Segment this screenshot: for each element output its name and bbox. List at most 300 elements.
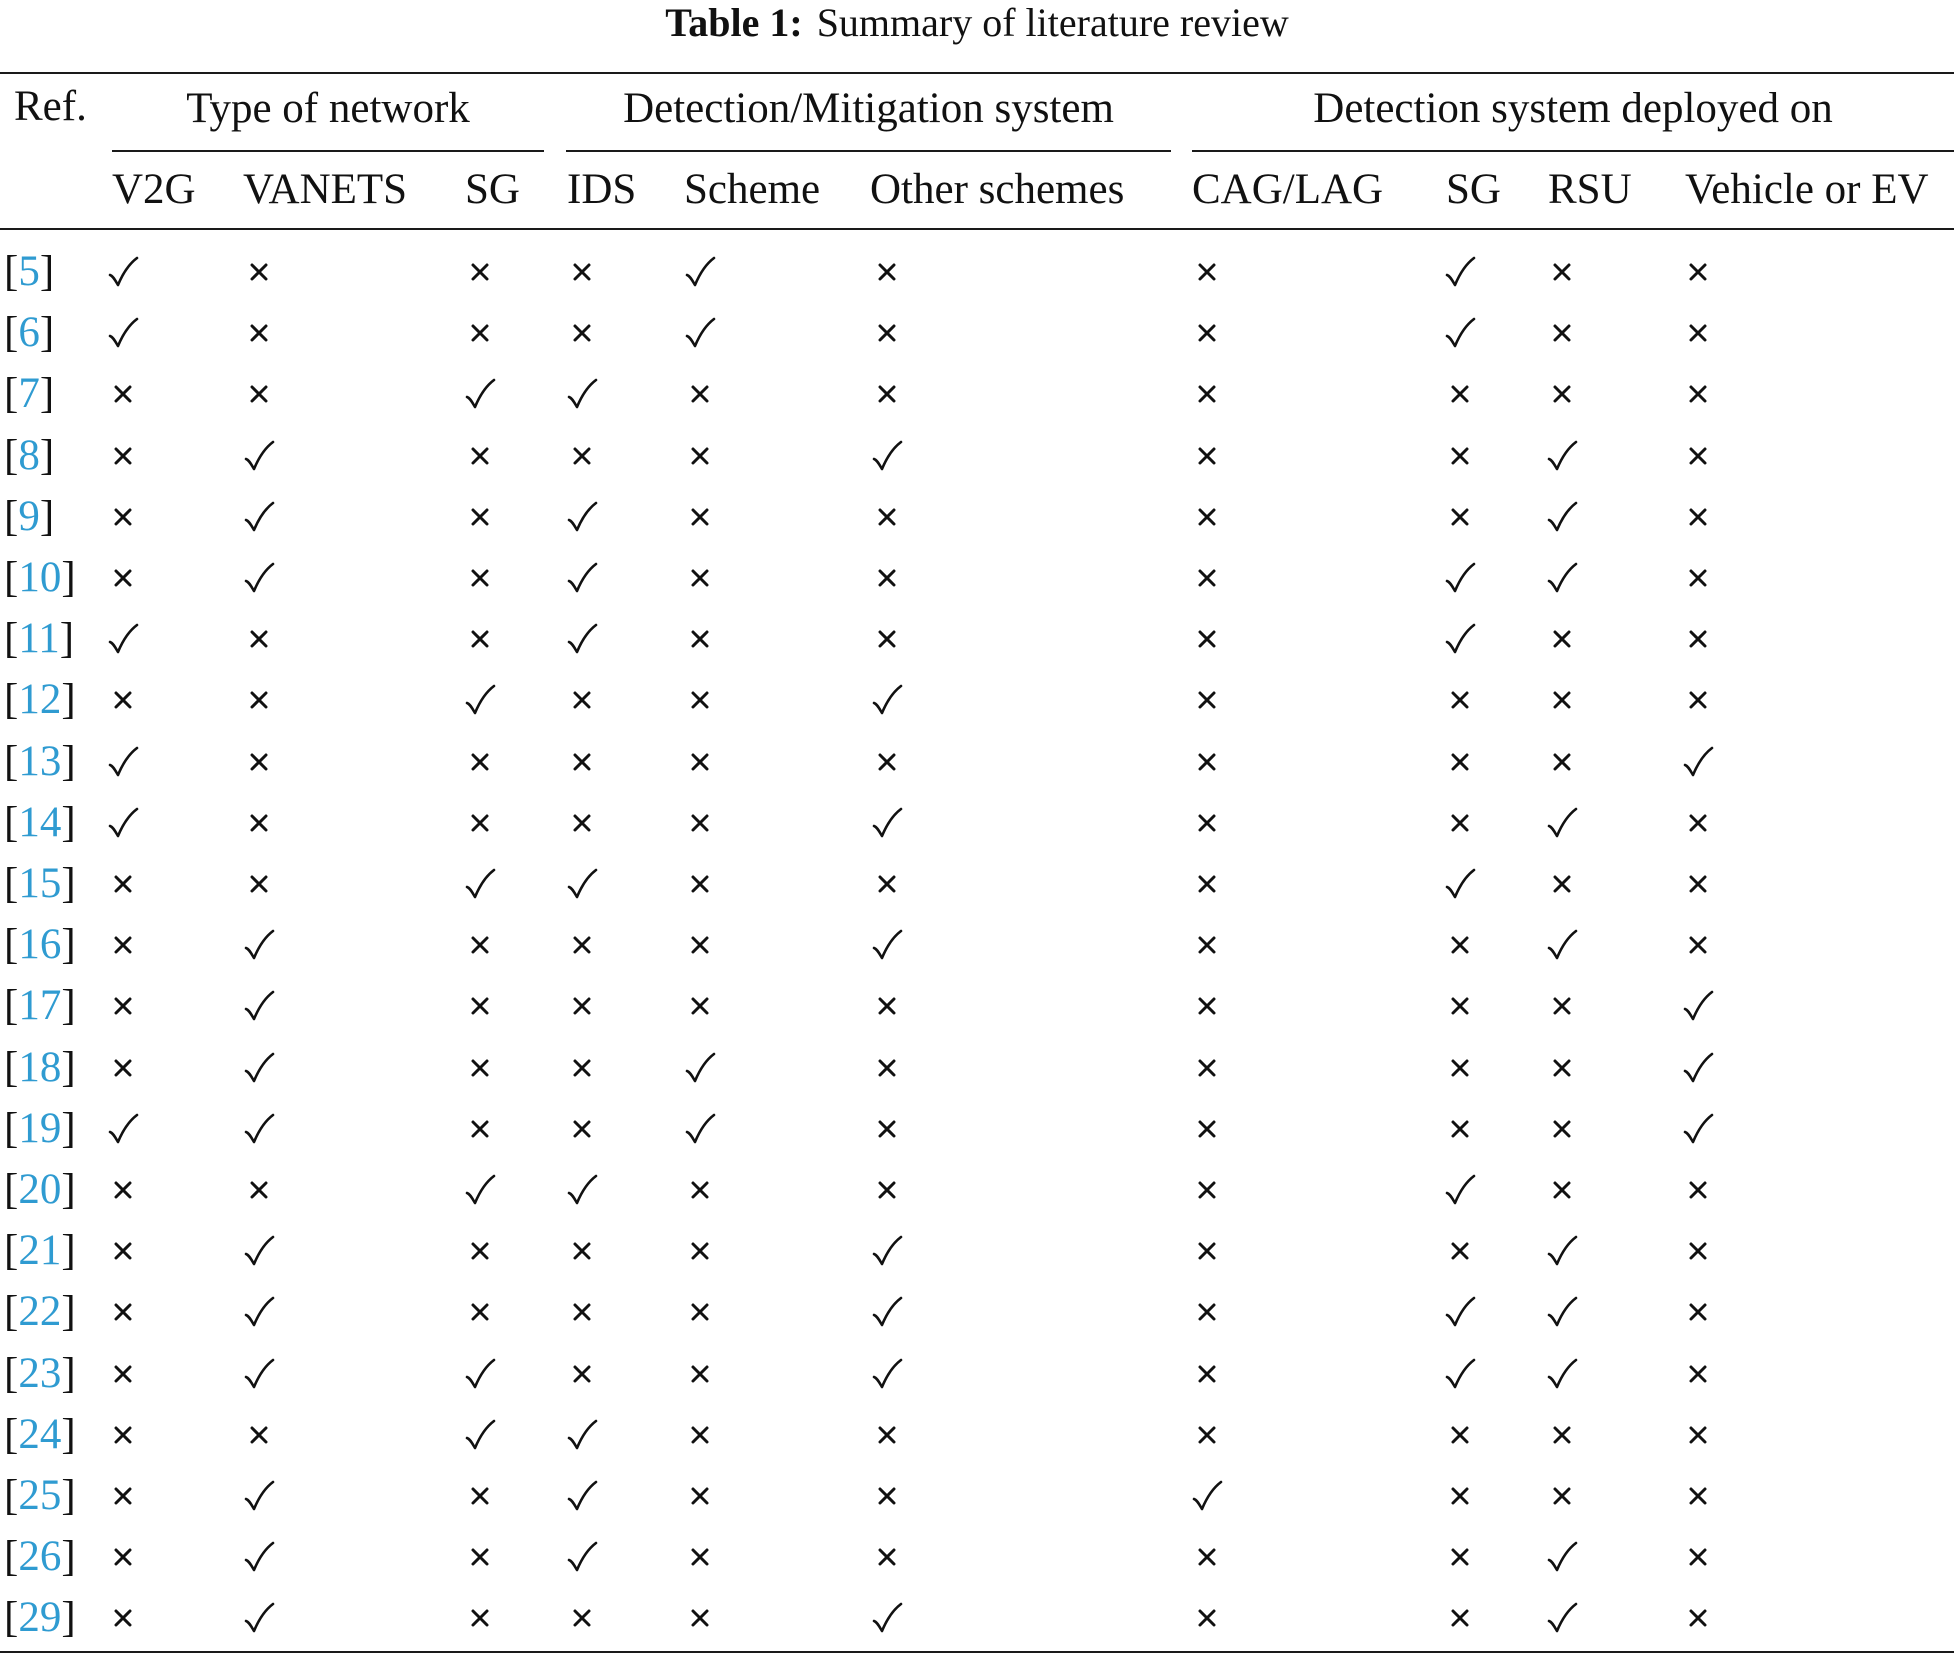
ref-cell: [19] <box>4 1104 76 1152</box>
check-mark-icon <box>242 1051 276 1085</box>
cross-mark-icon <box>683 867 717 901</box>
cross-mark-icon <box>870 1479 904 1513</box>
check-mark-icon <box>870 806 904 840</box>
check-mark-icon <box>1545 1234 1579 1268</box>
cross-mark-icon <box>1681 928 1715 962</box>
cross-mark-icon <box>1190 806 1224 840</box>
cross-mark-icon <box>1190 1173 1224 1207</box>
check-mark-icon <box>1443 255 1477 289</box>
ref-link[interactable]: 19 <box>18 1104 62 1152</box>
cross-mark-icon <box>242 255 276 289</box>
cross-mark-icon <box>1190 1295 1224 1329</box>
table-row <box>0 792 1954 853</box>
cross-mark-icon <box>463 1540 497 1574</box>
cross-mark-icon <box>870 377 904 411</box>
check-mark-icon <box>565 1418 599 1452</box>
table-bottom-rule <box>0 1651 1954 1653</box>
table-row <box>0 608 1954 669</box>
cross-mark-icon <box>870 745 904 779</box>
check-mark-icon <box>565 561 599 595</box>
cross-mark-icon <box>1443 1051 1477 1085</box>
ref-link[interactable]: 6 <box>18 309 40 357</box>
check-mark-icon <box>565 1540 599 1574</box>
check-mark-icon <box>870 1295 904 1329</box>
cross-mark-icon <box>1681 867 1715 901</box>
check-mark-icon <box>1443 1173 1477 1207</box>
cross-mark-icon <box>1443 989 1477 1023</box>
cross-mark-icon <box>1681 439 1715 473</box>
cross-mark-icon <box>1190 1418 1224 1452</box>
check-mark-icon <box>242 1295 276 1329</box>
ref-link[interactable]: 13 <box>18 737 62 785</box>
cross-mark-icon <box>683 1540 717 1574</box>
cross-mark-icon <box>1190 500 1224 534</box>
cross-mark-icon <box>1443 745 1477 779</box>
cross-mark-icon <box>683 928 717 962</box>
check-mark-icon <box>1681 1051 1715 1085</box>
cross-mark-icon <box>1190 377 1224 411</box>
cross-mark-icon <box>1681 255 1715 289</box>
ref-link[interactable]: 24 <box>18 1410 62 1458</box>
table-caption <box>0 0 1954 48</box>
cross-mark-icon <box>242 622 276 656</box>
cross-mark-icon <box>106 928 140 962</box>
cross-mark-icon <box>1190 867 1224 901</box>
ref-cell: [20] <box>4 1166 76 1213</box>
check-mark-icon <box>463 1357 497 1391</box>
cross-mark-icon <box>565 1601 599 1635</box>
ref-link[interactable]: 29 <box>18 1594 62 1642</box>
cross-mark-icon <box>1443 683 1477 717</box>
table-row <box>0 1098 1954 1159</box>
check-mark-icon <box>565 1173 599 1207</box>
table-row <box>0 914 1954 975</box>
cross-mark-icon <box>1545 622 1579 656</box>
cross-mark-icon <box>1190 928 1224 962</box>
cross-mark-icon <box>870 622 904 656</box>
ref-link[interactable]: 23 <box>18 1349 62 1397</box>
cross-mark-icon <box>1545 745 1579 779</box>
ref-cell: [15] <box>4 860 76 907</box>
cross-mark-icon <box>1545 1479 1579 1513</box>
check-mark-icon <box>1545 439 1579 473</box>
cross-mark-icon <box>1545 989 1579 1023</box>
ref-cell: [16] <box>4 921 76 969</box>
cross-mark-icon <box>106 1234 140 1268</box>
table-row <box>0 302 1954 363</box>
cross-mark-icon <box>463 1295 497 1329</box>
check-mark-icon <box>242 1540 276 1574</box>
cross-mark-icon <box>1681 500 1715 534</box>
table-row <box>0 1159 1954 1220</box>
cross-mark-icon <box>1190 622 1224 656</box>
group-header-network: Type of network <box>186 85 470 132</box>
cross-mark-icon <box>683 622 717 656</box>
ref-link[interactable]: 16 <box>18 921 62 969</box>
table-row <box>0 1587 1954 1648</box>
check-mark-icon <box>565 500 599 534</box>
cross-mark-icon <box>106 1051 140 1085</box>
cross-mark-icon <box>565 989 599 1023</box>
cross-mark-icon <box>1545 1112 1579 1146</box>
cross-mark-icon <box>1443 377 1477 411</box>
group-underline-deployment <box>1192 150 1954 152</box>
check-mark-icon <box>1190 1479 1224 1513</box>
cross-mark-icon <box>683 1357 717 1391</box>
cross-mark-icon <box>565 745 599 779</box>
cross-mark-icon <box>1190 316 1224 350</box>
ref-cell: [10] <box>4 554 76 601</box>
cross-mark-icon <box>1443 1112 1477 1146</box>
check-mark-icon <box>1545 1295 1579 1329</box>
cross-mark-icon <box>1190 561 1224 595</box>
cross-mark-icon <box>565 1357 599 1391</box>
cross-mark-icon <box>242 1418 276 1452</box>
check-mark-icon <box>463 867 497 901</box>
check-mark-icon <box>565 867 599 901</box>
cross-mark-icon <box>1443 1418 1477 1452</box>
cross-mark-icon <box>1681 683 1715 717</box>
check-mark-icon <box>463 683 497 717</box>
check-mark-icon <box>565 377 599 411</box>
check-mark-icon <box>463 377 497 411</box>
check-mark-icon <box>242 439 276 473</box>
cross-mark-icon <box>683 439 717 473</box>
cross-mark-icon <box>1681 1540 1715 1574</box>
check-mark-icon <box>1545 1357 1579 1391</box>
cross-mark-icon <box>683 1479 717 1513</box>
cross-mark-icon <box>565 1295 599 1329</box>
cross-mark-icon <box>1545 867 1579 901</box>
ref-link[interactable]: 11 <box>18 615 60 663</box>
check-mark-icon <box>565 622 599 656</box>
ref-cell: [18] <box>4 1043 76 1091</box>
group-header-deployment: Detection system deployed on <box>1313 85 1833 132</box>
cross-mark-icon <box>106 1540 140 1574</box>
cross-mark-icon <box>463 928 497 962</box>
table-row <box>0 669 1954 730</box>
ref-cell: [14] <box>4 798 76 846</box>
check-mark-icon <box>106 316 140 350</box>
cross-mark-icon <box>565 806 599 840</box>
check-mark-icon <box>683 316 717 350</box>
cross-mark-icon <box>106 683 140 717</box>
table-row <box>0 975 1954 1036</box>
check-mark-icon <box>242 561 276 595</box>
ref-link[interactable]: 8 <box>18 431 40 479</box>
ref-link[interactable]: 17 <box>18 982 62 1030</box>
cross-mark-icon <box>106 1479 140 1513</box>
table-row <box>0 1526 1954 1587</box>
check-mark-icon <box>242 1479 276 1513</box>
cross-mark-icon <box>683 500 717 534</box>
cross-mark-icon <box>106 1418 140 1452</box>
check-mark-icon <box>463 1173 497 1207</box>
group-header-detection: Detection/Mitigation system <box>623 85 1114 132</box>
ref-link[interactable]: 25 <box>18 1472 62 1519</box>
cross-mark-icon <box>870 1051 904 1085</box>
column-header-v2g: V2G <box>112 166 196 213</box>
cross-mark-icon <box>1681 1357 1715 1391</box>
ref-cell: [11] <box>4 615 75 663</box>
cross-mark-icon <box>1443 1234 1477 1268</box>
cross-mark-icon <box>1545 1051 1579 1085</box>
cross-mark-icon <box>870 1540 904 1574</box>
column-header-other-schemes: Other schemes <box>870 166 1125 213</box>
column-header-vehicle-or-ev: Vehicle or EV <box>1685 166 1929 213</box>
cross-mark-icon <box>683 1601 717 1635</box>
cross-mark-icon <box>1190 1051 1224 1085</box>
table-row <box>0 425 1954 486</box>
check-mark-icon <box>1443 316 1477 350</box>
column-header-sg-network: SG <box>465 166 520 213</box>
ref-cell: [21] <box>4 1227 76 1275</box>
cross-mark-icon <box>565 1051 599 1085</box>
table-caption-text: Summary of literature review <box>816 0 1289 45</box>
cross-mark-icon <box>870 561 904 595</box>
ref-cell: [17] <box>4 982 76 1030</box>
table-row <box>0 1343 1954 1404</box>
cross-mark-icon <box>463 989 497 1023</box>
ref-cell: [24] <box>4 1410 76 1458</box>
cross-mark-icon <box>565 439 599 473</box>
cross-mark-icon <box>1545 1173 1579 1207</box>
cross-mark-icon <box>242 745 276 779</box>
cross-mark-icon <box>1190 1234 1224 1268</box>
cross-mark-icon <box>1443 1540 1477 1574</box>
table-row <box>0 1220 1954 1281</box>
ref-cell: [12] <box>4 676 76 724</box>
check-mark-icon <box>242 1112 276 1146</box>
table-top-rule <box>0 72 1954 74</box>
ref-link[interactable]: 15 <box>18 860 62 907</box>
cross-mark-icon <box>106 1173 140 1207</box>
table-caption-label: Table 1: <box>665 0 803 45</box>
ref-link[interactable]: 7 <box>18 370 40 418</box>
cross-mark-icon <box>1545 316 1579 350</box>
ref-column-header: Ref. <box>14 83 87 130</box>
check-mark-icon <box>1681 745 1715 779</box>
cross-mark-icon <box>870 500 904 534</box>
cross-mark-icon <box>1545 377 1579 411</box>
ref-link[interactable]: 5 <box>18 248 40 295</box>
cross-mark-icon <box>1545 255 1579 289</box>
cross-mark-icon <box>1545 1418 1579 1452</box>
check-mark-icon <box>1443 1295 1477 1329</box>
check-mark-icon <box>1681 1112 1715 1146</box>
ref-cell: [7] <box>4 370 55 418</box>
cross-mark-icon <box>1681 561 1715 595</box>
ref-cell: [25] <box>4 1472 76 1519</box>
cross-mark-icon <box>242 1173 276 1207</box>
check-mark-icon <box>1443 561 1477 595</box>
cross-mark-icon <box>1190 1112 1224 1146</box>
cross-mark-icon <box>1443 500 1477 534</box>
cross-mark-icon <box>683 1234 717 1268</box>
check-mark-icon <box>242 1601 276 1635</box>
cross-mark-icon <box>1190 1357 1224 1391</box>
column-header-rsu: RSU <box>1548 166 1632 213</box>
cross-mark-icon <box>683 806 717 840</box>
cross-mark-icon <box>106 500 140 534</box>
cross-mark-icon <box>1681 1418 1715 1452</box>
ref-cell: [8] <box>4 431 55 479</box>
column-header-sg-deployed: SG <box>1446 166 1501 213</box>
check-mark-icon <box>870 1234 904 1268</box>
column-header-vanets: VANETS <box>243 166 408 213</box>
cross-mark-icon <box>565 316 599 350</box>
cross-mark-icon <box>242 867 276 901</box>
cross-mark-icon <box>870 867 904 901</box>
cross-mark-icon <box>463 745 497 779</box>
ref-cell: [13] <box>4 737 76 785</box>
ref-cell: [23] <box>4 1349 76 1397</box>
cross-mark-icon <box>870 316 904 350</box>
cross-mark-icon <box>463 255 497 289</box>
ref-link[interactable]: 18 <box>18 1043 62 1091</box>
cross-mark-icon <box>565 1112 599 1146</box>
table-row <box>0 1404 1954 1465</box>
cross-mark-icon <box>1681 806 1715 840</box>
cross-mark-icon <box>1443 806 1477 840</box>
cross-mark-icon <box>870 255 904 289</box>
cross-mark-icon <box>1681 316 1715 350</box>
check-mark-icon <box>1545 1540 1579 1574</box>
check-mark-icon <box>1545 500 1579 534</box>
cross-mark-icon <box>1681 1479 1715 1513</box>
check-mark-icon <box>1681 989 1715 1023</box>
cross-mark-icon <box>106 989 140 1023</box>
check-mark-icon <box>870 1357 904 1391</box>
check-mark-icon <box>870 1601 904 1635</box>
cross-mark-icon <box>106 561 140 595</box>
group-underline-network <box>112 150 544 152</box>
cross-mark-icon <box>463 1112 497 1146</box>
ref-link[interactable]: 21 <box>18 1227 62 1275</box>
check-mark-icon <box>1545 806 1579 840</box>
cross-mark-icon <box>683 683 717 717</box>
cross-mark-icon <box>106 439 140 473</box>
check-mark-icon <box>1443 1357 1477 1391</box>
cross-mark-icon <box>242 377 276 411</box>
ref-link[interactable]: 26 <box>18 1533 62 1581</box>
cross-mark-icon <box>683 561 717 595</box>
cross-mark-icon <box>1443 928 1477 962</box>
ref-cell: [6] <box>4 309 55 357</box>
ref-link[interactable]: 22 <box>18 1288 62 1336</box>
cross-mark-icon <box>242 683 276 717</box>
ref-link[interactable]: 12 <box>18 676 62 724</box>
table-row <box>0 241 1954 302</box>
check-mark-icon <box>1443 867 1477 901</box>
cross-mark-icon <box>1681 622 1715 656</box>
cross-mark-icon <box>870 1112 904 1146</box>
ref-link[interactable]: 9 <box>18 492 40 540</box>
cross-mark-icon <box>1681 1295 1715 1329</box>
check-mark-icon <box>1545 561 1579 595</box>
check-mark-icon <box>870 683 904 717</box>
cross-mark-icon <box>106 377 140 411</box>
cross-mark-icon <box>1443 1601 1477 1635</box>
check-mark-icon <box>683 1112 717 1146</box>
table-row <box>0 1037 1954 1098</box>
check-mark-icon <box>565 1479 599 1513</box>
cross-mark-icon <box>1681 377 1715 411</box>
check-mark-icon <box>870 439 904 473</box>
cross-mark-icon <box>106 867 140 901</box>
table-header-rule <box>0 228 1954 230</box>
column-header-cag-lag: CAG/LAG <box>1192 166 1384 213</box>
check-mark-icon <box>1545 928 1579 962</box>
table-row <box>0 486 1954 547</box>
column-header-ids: IDS <box>567 166 637 213</box>
cross-mark-icon <box>106 1357 140 1391</box>
ref-cell: [26] <box>4 1533 76 1581</box>
cross-mark-icon <box>1681 1234 1715 1268</box>
cross-mark-icon <box>1545 683 1579 717</box>
check-mark-icon <box>242 989 276 1023</box>
table-row <box>0 363 1954 424</box>
check-mark-icon <box>106 745 140 779</box>
cross-mark-icon <box>242 806 276 840</box>
cross-mark-icon <box>463 1234 497 1268</box>
cross-mark-icon <box>463 500 497 534</box>
cross-mark-icon <box>1190 1540 1224 1574</box>
cross-mark-icon <box>683 1173 717 1207</box>
cross-mark-icon <box>242 316 276 350</box>
cross-mark-icon <box>1443 439 1477 473</box>
ref-link[interactable]: 20 <box>18 1166 62 1213</box>
cross-mark-icon <box>565 683 599 717</box>
cross-mark-icon <box>683 1418 717 1452</box>
cross-mark-icon <box>1190 255 1224 289</box>
table-row <box>0 547 1954 608</box>
check-mark-icon <box>1545 1601 1579 1635</box>
cross-mark-icon <box>870 1418 904 1452</box>
ref-cell: [5] <box>4 248 55 295</box>
cross-mark-icon <box>565 255 599 289</box>
check-mark-icon <box>242 1234 276 1268</box>
cross-mark-icon <box>683 377 717 411</box>
check-mark-icon <box>870 928 904 962</box>
cross-mark-icon <box>106 1295 140 1329</box>
check-mark-icon <box>106 622 140 656</box>
cross-mark-icon <box>1190 1601 1224 1635</box>
ref-link[interactable]: 14 <box>18 798 62 846</box>
check-mark-icon <box>683 1051 717 1085</box>
cross-mark-icon <box>463 439 497 473</box>
cross-mark-icon <box>463 316 497 350</box>
column-header-scheme: Scheme <box>684 166 821 213</box>
cross-mark-icon <box>1190 745 1224 779</box>
cross-mark-icon <box>1443 1479 1477 1513</box>
cross-mark-icon <box>683 989 717 1023</box>
cross-mark-icon <box>1681 1173 1715 1207</box>
cross-mark-icon <box>870 1173 904 1207</box>
check-mark-icon <box>1443 622 1477 656</box>
check-mark-icon <box>242 500 276 534</box>
check-mark-icon <box>242 928 276 962</box>
cross-mark-icon <box>1681 1601 1715 1635</box>
cross-mark-icon <box>683 745 717 779</box>
ref-cell: [29] <box>4 1594 76 1642</box>
cross-mark-icon <box>463 622 497 656</box>
cross-mark-icon <box>106 1601 140 1635</box>
ref-link[interactable]: 10 <box>18 554 62 601</box>
cross-mark-icon <box>463 806 497 840</box>
cross-mark-icon <box>463 1479 497 1513</box>
ref-cell: [9] <box>4 492 55 540</box>
